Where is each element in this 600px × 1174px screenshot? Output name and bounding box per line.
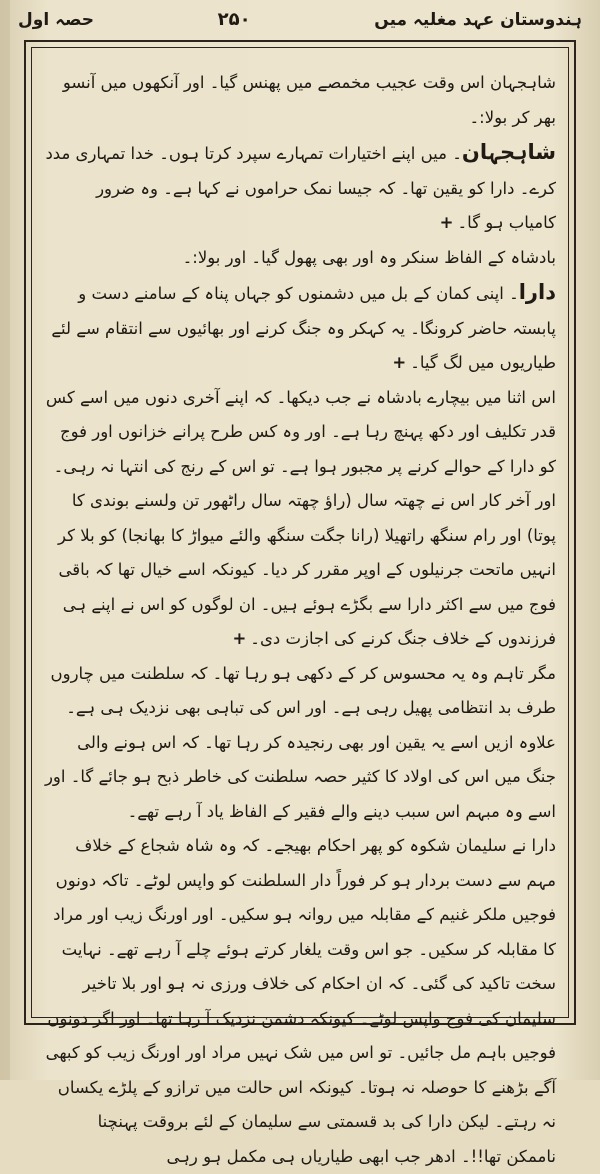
book-title: ہندوستان عہد مغلیہ میں bbox=[374, 9, 582, 30]
paragraph-4: دارا۔ اپنی کمان کے بل میں دشمنوں کو جہاں پناہ کے سامنے دست و پابستہ حاضر کرونگا۔ یہ کہکر وہ جنگ کرنے اور بھائیوں سے انتقام سے لئے طیاریوں میں لگ گیا۔+ bbox=[51, 280, 556, 372]
part-label: حصہ اول bbox=[18, 9, 95, 30]
page-number: ۲۵۰ bbox=[217, 8, 251, 30]
speaker-name: دارا bbox=[518, 280, 556, 304]
paragraph-1: شاہجہان اس وقت عجیب مخمصے میں پھنس گیا۔ اور آنکھوں میں آنسو بھر کر بولا:۔ bbox=[62, 73, 556, 127]
paragraph-3: بادشاہ کے الفاظ سنکر وہ اور بھی پھول گیا۔ اور بولا:۔ bbox=[182, 247, 556, 267]
paragraph-end-mark: + bbox=[232, 629, 247, 648]
paragraph-5: اس اثنا میں بیچارے بادشاہ نے جب دیکھا۔ کہ اپنے آخری دنوں میں اسے کس قدر تکلیف اور دکھ پہنچ رہا ہے۔ اور وہ کس طرح پرانے خزانوں اور فوج کو دارا کے حوالے کرنے پر مجبور ہوا ہے۔ تو اس کے رنج کی انتہا نہ رہی۔ اور آخر کار اس نے چھتہ سال (راؤ چھتہ سال راٹھور تن ولسنے بوندی کا پوتا) اور رام سنگھ راتھیلا (رانا جگت سنگھ والئے میواڑ کا بھانجا) کو بلا کر انہیں ماتحت جرنیلوں کے اوپر مقرر کر دیا۔ کیونکہ اسے خیال تھا کہ باقی فوج میں سے اکثر دارا سے بگڑے ہوئے ہیں۔ ان لوگوں کو اس نے اپنے ہی فرزندوں کے خلاف جنگ کرنے کی اجازت دی۔+ bbox=[45, 387, 556, 648]
running-header bbox=[18, 4, 582, 34]
paragraph-6: مگر تاہم وہ یہ محسوس کر کے دکھی ہو رہا تھا۔ کہ سلطنت میں چاروں طرف بد انتظامی پھیل رہی ہے۔ اور اس کی تباہی بھی نزدیک ہی ہے۔ علاوہ ازیں اسے یہ یقین اور بھی رنجیدہ کر رہا تھا۔ کہ اس ہونے والی جنگ میں اس کی اولاد کا کثیر حصہ سلطنت کی خاطر ذبح ہو جائے گا۔ اور اسے وہ مبہم اس سبب دینے والے فقیر کے الفاظ یاد آ رہے تھے۔ bbox=[44, 663, 556, 821]
speaker-name: شاہجہان bbox=[461, 140, 556, 164]
body-text bbox=[44, 66, 556, 1166]
paragraph-2: شاہجہان۔ میں اپنے اختیارات تمہارے سپرد کرتا ہوں۔ خدا تمہاری مدد کرے۔ دارا کو یقین تھا۔ کہ جیسا نمک حراموں نے کہا ہے۔ وہ ضرور کامیاب ہو گا۔+ bbox=[45, 140, 556, 232]
paragraph-7: دارا نے سلیمان شکوہ کو پھر احکام بھیجے۔ کہ وہ شاہ شجاع کے خلاف مہم سے دست بردار ہو کر فوراً دار السلطنت کو واپس لوٹے۔ تاکہ دونوں فوجیں ملکر غنیم کے مقابلہ میں روانہ ہو سکیں۔ اور اورنگ زیب اور مراد کا مقابلہ کر سکیں۔ جو اس وقت یلغار کرتے ہوئے چلے آ رہے تھے۔ نہایت سخت تاکید کی گئی۔ کہ ان احکام کی خلاف ورزی نہ ہو اور بلا تاخیر سلیمان کی فوج واپس لوٹے۔ کیونکہ دشمن نزدیک آ رہا تھا۔ اور اگر دونوں فوجیں باہم مل جائیں۔ تو اس میں شک نہیں مراد اور اورنگ زیب کو کبھی آگے بڑھنے کا حوصلہ نہ ہوتا۔ کیونکہ اس حالت میں ترازو کے پلڑے یکساں نہ رہتے۔ لیکن دارا کی بد قسمتی سے سلیمان کے لئے بروقت پہنچنا ناممکن تھا!!۔ ادھر جب ابھی طیاریاں ہی مکمل ہو رہی bbox=[45, 836, 556, 1166]
paragraph-end-mark: + bbox=[439, 213, 454, 232]
paragraph-end-mark: + bbox=[392, 353, 407, 372]
scan-edge bbox=[0, 0, 10, 1080]
